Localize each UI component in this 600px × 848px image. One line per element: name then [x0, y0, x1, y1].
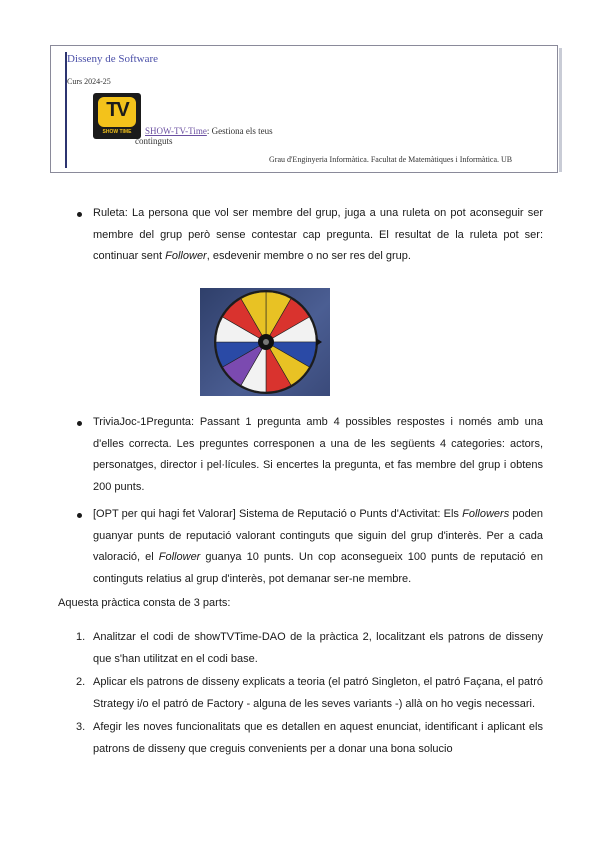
course-name: Disseny de Software — [67, 53, 159, 65]
part-number: 1. — [76, 631, 86, 643]
ruleta-text: Ruleta: La persona que vol ser membre del grup, juga a una ruleta on pot aconseguir ser membre del grup però sense contestar cap pregunta. El resultat de la ruleta pot ser: continuar sent — [93, 207, 543, 262]
part-number: 3. — [76, 721, 86, 733]
bullet-trivia: TriviaJoc-1Pregunta: Passant 1 pregunta amb 4 possibles respostes i només amb una d'elles correcta. Les preguntes corresponen a una de les següents 4 categories: actors, personatges, director i pel·lícules. Si encertes la pregunta, et fas membre del grup i obtens 200 punts. — [93, 416, 543, 493]
ruleta-text-tail: , esdevenir membre o no ser res del grup. — [206, 250, 411, 262]
header-title-line2: continguts — [135, 136, 173, 146]
bullet-ruleta — [93, 203, 543, 268]
bullet-reputacio — [93, 504, 543, 590]
header-title — [145, 126, 273, 136]
bullet-dot — [77, 421, 82, 426]
part-3: Afegir les noves funcionalitats que es detallen en aquest enunciat, identificant i aplicant els patrons de disseny que creguis convenients per a donar una bona solucio — [93, 721, 543, 755]
wheel-hub-center — [263, 339, 269, 345]
logo-caption: SHOW TIME — [102, 129, 132, 135]
reputacio-text-1: [OPT per qui hagi fet Valorar] Sistema de Reputació o Punts d'Activitat: Els — [93, 508, 463, 520]
part-2: Aplicar els patrons de disseny explicats a teoria (el patró Singleton, el patró Façana, el patró Strategy i/o el patró de Factory - alguna de les seves variants -) allà on ho vegis necessari. — [93, 676, 543, 710]
bullet-dot — [77, 513, 82, 518]
parts-intro: Aquesta pràctica consta de 3 parts: — [58, 597, 231, 609]
roulette-wheel-svg — [200, 288, 330, 396]
wheel-pointer-icon — [316, 338, 322, 346]
reputacio-emphasis-1: Followers — [462, 508, 510, 520]
course-year: Curs 2024-25 — [67, 77, 111, 86]
ruleta-emphasis: Follower — [165, 250, 207, 262]
logo-text: TV — [106, 99, 128, 121]
roulette-wheel-image — [200, 288, 330, 396]
bullet-dot — [77, 212, 82, 217]
logo-tv-screen — [98, 97, 136, 127]
part-1: Analitzar el codi de showTVTime-DAO de la pràctica 2, localitzant els patrons de disseny que s'han utilitzat en el codi base. — [93, 631, 543, 665]
header-vertical-rule — [65, 52, 67, 168]
degree-faculty: Grau d'Enginyeria Informàtica. Facultat de Matemàtiques i Informàtica. UB — [269, 155, 513, 164]
title-rest: : Gestiona els teus — [206, 126, 273, 136]
reputacio-text-3: guanya 10 punts. Un cop aconsegueix 100 punts de reputació en continguts relatius al grup d'interès, pot demanar ser-ne membre. — [93, 551, 543, 585]
document-header — [50, 45, 558, 173]
reputacio-text-2: poden guanyar punts de reputació valorant continguts que siguin del grup d'interès. Per a cada valoració, el — [93, 508, 543, 563]
show-tv-time-logo-icon — [93, 93, 141, 139]
part-number: 2. — [76, 676, 86, 688]
app-name: SHOW-TV-Time — [145, 126, 207, 136]
reputacio-emphasis-2: Follower — [158, 551, 201, 563]
